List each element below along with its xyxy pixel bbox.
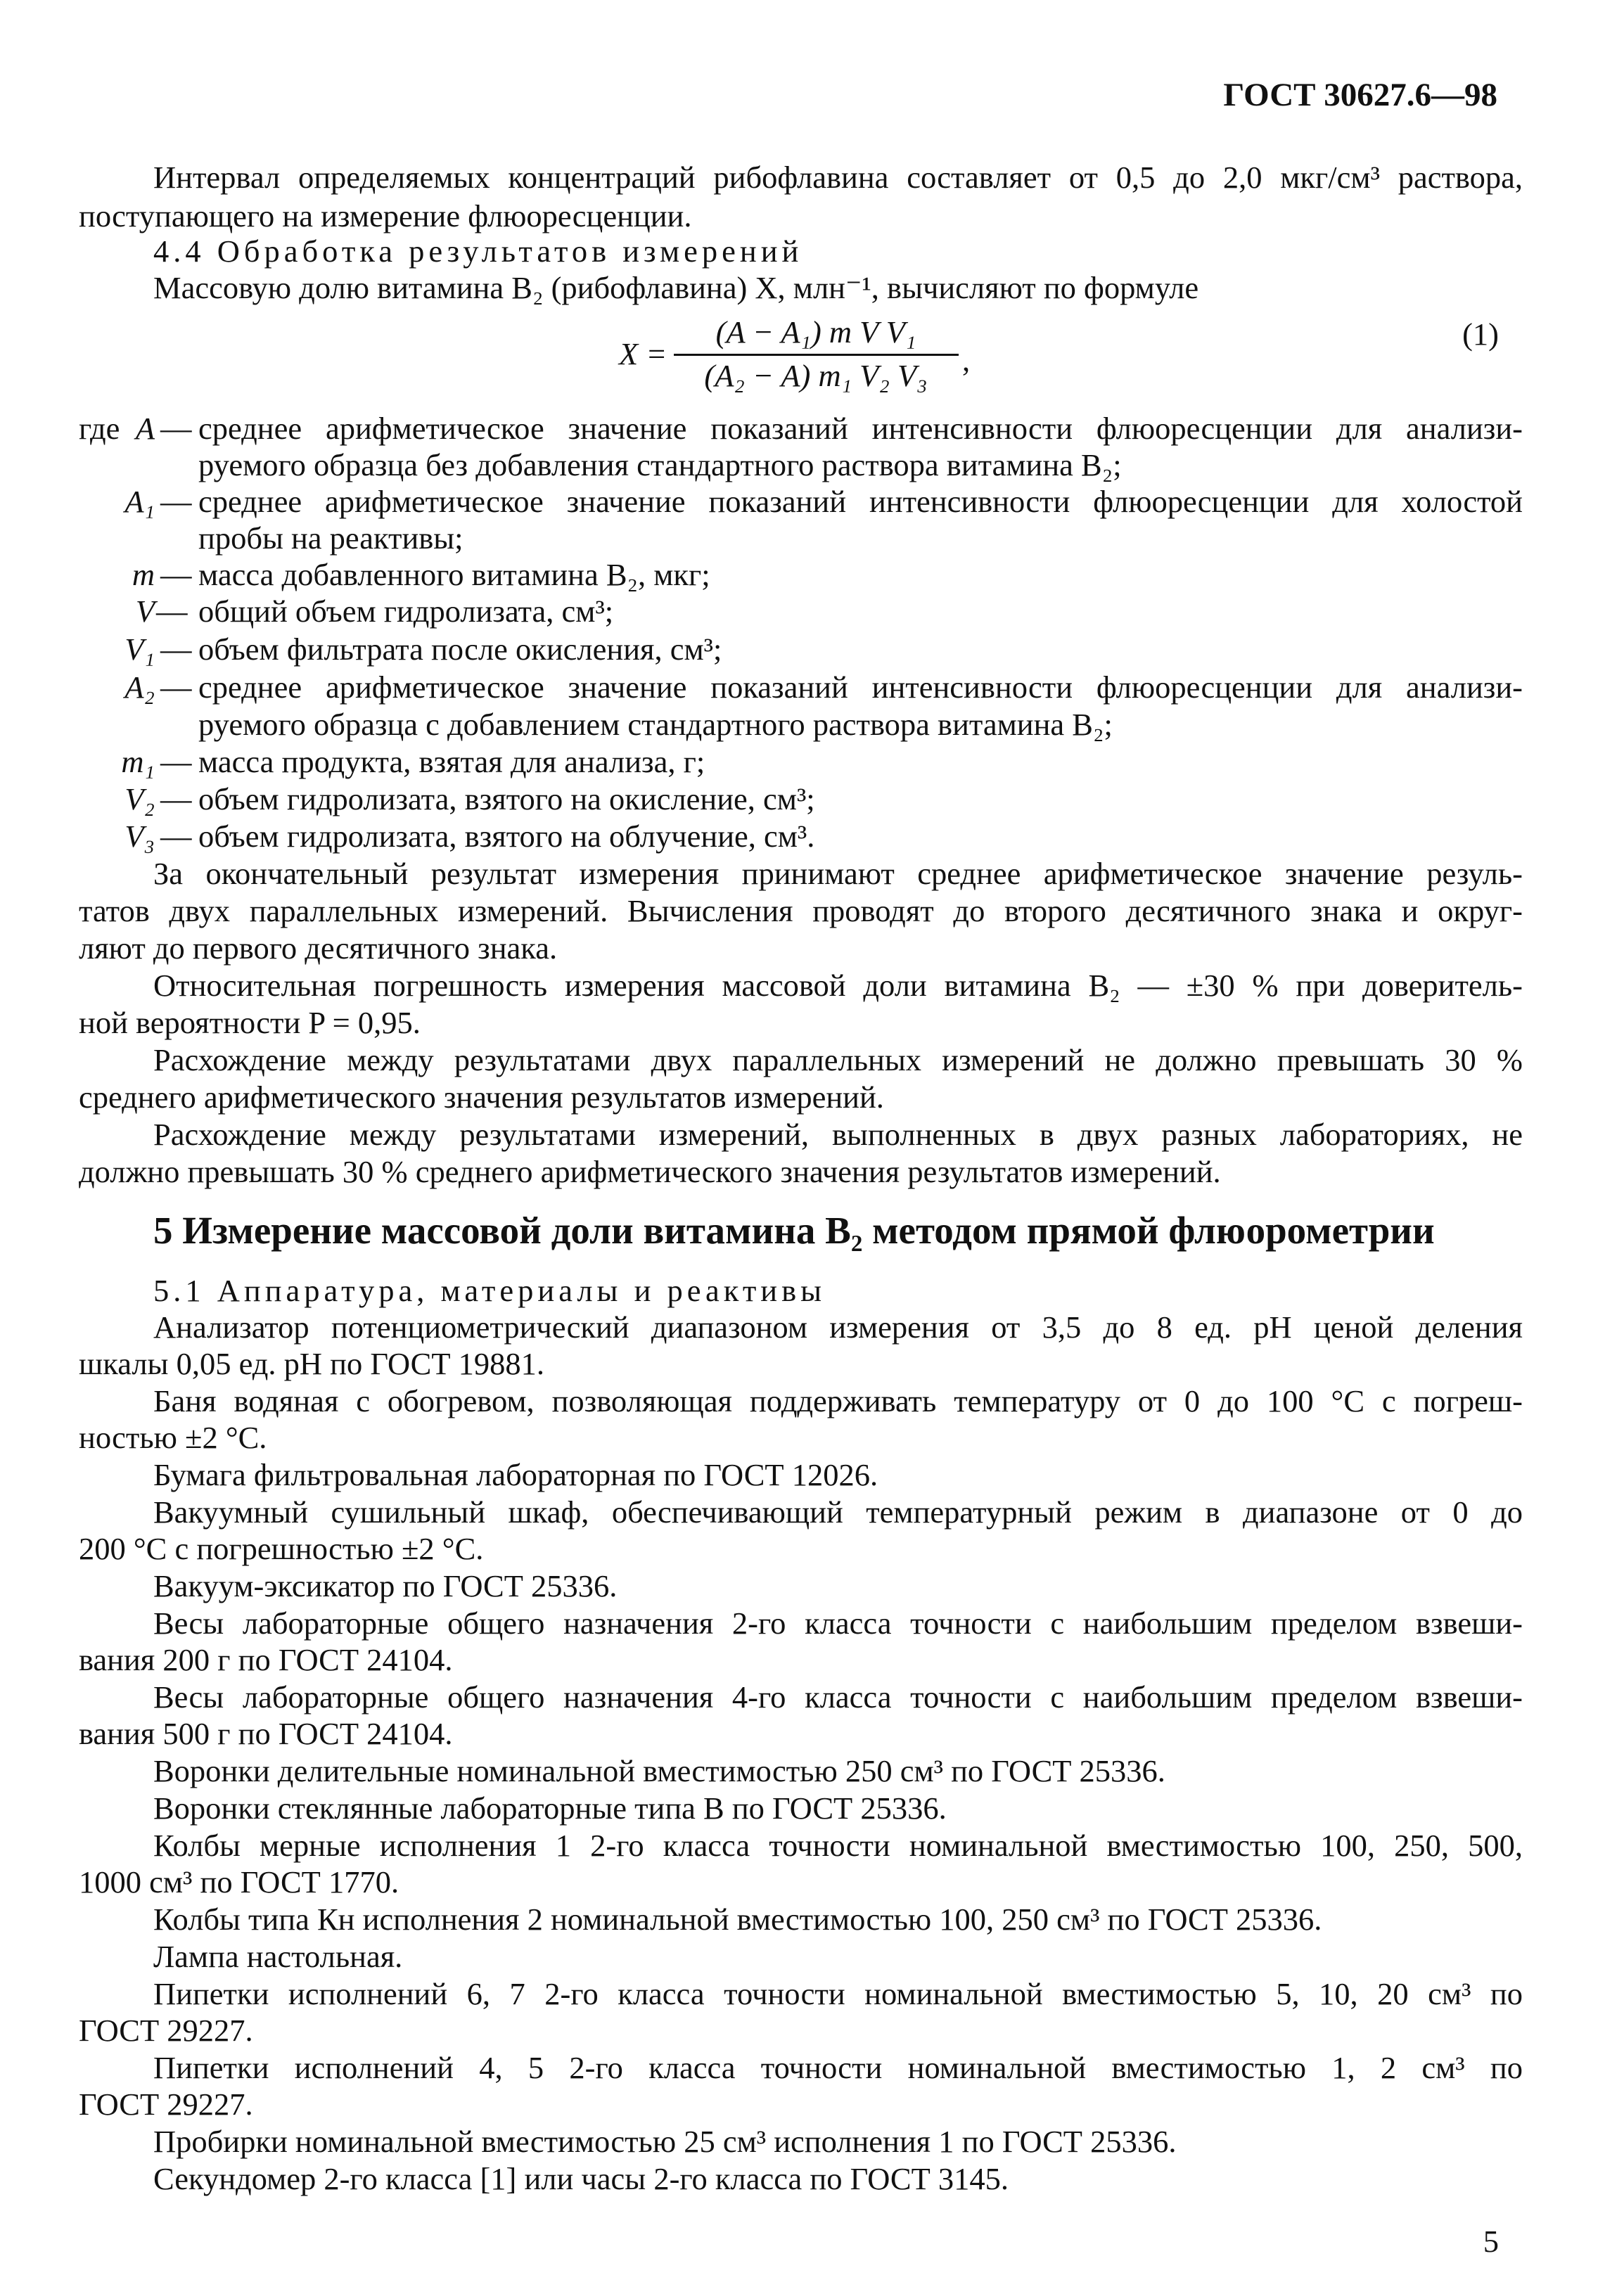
list-item: вания 200 г по ГОСТ 24104. bbox=[79, 1642, 453, 1677]
formula-denominator: (A₂ − A) m₁ V₂ V₃ bbox=[704, 358, 928, 393]
page-number: 5 bbox=[1483, 2224, 1499, 2259]
section-title-5-1: 5.1 Аппаратура, материалы и реактивы bbox=[153, 1273, 826, 1308]
list-item: Пипетки исполнений 4, 5 2-го класса точности номинальной вместимостью 1, 2 см³ по bbox=[153, 2050, 1523, 2085]
paragraph-line: поступающего на измерение флюоресценции. bbox=[79, 198, 692, 233]
list-item: ГОСТ 29227. bbox=[79, 2087, 253, 2122]
legend-text: среднее арифметическое значение показаний интенсивности флюоресценции для холостой bbox=[198, 484, 1523, 519]
legend-dash: — bbox=[160, 557, 192, 592]
list-item: Секундомер 2-го класса [1] или часы 2-го класса по ГОСТ 3145. bbox=[153, 2161, 1009, 2196]
list-item: вания 500 г по ГОСТ 24104. bbox=[79, 1716, 453, 1751]
list-item: ностью ±2 °С. bbox=[79, 1420, 267, 1455]
paragraph-line: Расхождение между результатами измерений, выполненных в двух разных лабораториях, не bbox=[153, 1117, 1523, 1152]
legend-symbol: A bbox=[135, 411, 155, 446]
legend-text: среднее арифметическое значение показаний интенсивности флюоресценции для анализи- bbox=[198, 669, 1523, 705]
paragraph-line: татов двух параллельных измерений. Вычисления проводят до второго десятичного знака и округ- bbox=[79, 893, 1523, 928]
formula-numerator: (A − A₁) m V V₁ bbox=[715, 314, 916, 350]
list-item: шкалы 0,05 ед. pH по ГОСТ 19881. bbox=[79, 1346, 545, 1381]
list-item: Весы лабораторные общего назначения 2-го класса точности с наибольшим пределом взвеши- bbox=[153, 1606, 1523, 1641]
formula-number: (1) bbox=[1462, 316, 1499, 352]
legend-text: среднее арифметическое значение показаний интенсивности флюоресценции для анализи- bbox=[198, 411, 1523, 446]
document-header: ГОСТ 30627.6—98 bbox=[1223, 77, 1497, 113]
list-item: Колбы типа Кн исполнения 2 номинальной вместимостью 100, 250 см³ по ГОСТ 25336. bbox=[153, 1902, 1322, 1937]
legend-text: масса добавленного витамина B₂, мкг; bbox=[198, 557, 710, 592]
legend-dash: — bbox=[160, 819, 192, 854]
legend-symbol: m bbox=[132, 557, 155, 592]
list-item: Весы лабораторные общего назначения 4-го класса точности с наибольшим пределом взвеши- bbox=[153, 1679, 1523, 1715]
legend-dash: — bbox=[156, 594, 188, 629]
list-item: 200 °С с погрешностью ±2 °С. bbox=[79, 1531, 484, 1566]
list-item: Бумага фильтровальная лабораторная по ГОСТ 12026. bbox=[153, 1457, 878, 1492]
list-item: Баня водяная с обогревом, позволяющая поддерживать температуру от 0 до 100 °С с погреш- bbox=[153, 1383, 1523, 1418]
legend-symbol: A₂ bbox=[124, 669, 155, 705]
legend-symbol: A₁ bbox=[124, 484, 155, 519]
section-title-5: 5 Измерение массовой доли витамина B₂ методом прямой флюорометрии bbox=[153, 1209, 1435, 1252]
paragraph-line: Расхождение между результатами двух параллельных измерений не должно превышать 30 % bbox=[153, 1042, 1523, 1077]
legend-text: руемого образца с добавлением стандартного раствора витамина B₂; bbox=[198, 707, 1113, 742]
legend-dash: — bbox=[160, 411, 192, 446]
list-item: Анализатор потенциометрический диапазоном измерения от 3,5 до 8 ед. pH ценой деления bbox=[153, 1309, 1523, 1345]
list-item: Лампа настольная. bbox=[153, 1939, 403, 1974]
legend-text: масса продукта, взятая для анализа, г; bbox=[198, 744, 705, 779]
paragraph-line: ляют до первого десятичного знака. bbox=[79, 930, 558, 966]
legend-dash: — bbox=[160, 669, 192, 705]
formula-fraction-bar bbox=[674, 354, 959, 356]
list-item: Воронки делительные номинальной вместимостью 250 см³ по ГОСТ 25336. bbox=[153, 1753, 1165, 1788]
list-item: Вакуумный сушильный шкаф, обеспечивающий температурный режим в диапазоне от 0 до bbox=[153, 1494, 1523, 1530]
legend-dash: — bbox=[160, 781, 192, 816]
paragraph-line: Интервал определяемых концентраций рибофлавина составляет от 0,5 до 2,0 мкг/см³ раствора, bbox=[153, 160, 1523, 195]
list-item: ГОСТ 29227. bbox=[79, 2013, 253, 2048]
legend-symbol: V bbox=[135, 594, 155, 629]
paragraph-line: За окончательный результат измерения принимают среднее арифметическое значение резуль- bbox=[153, 856, 1523, 891]
legend-text: пробы на реактивы; bbox=[198, 520, 463, 556]
legend-dash: — bbox=[160, 632, 192, 667]
list-item: Пипетки исполнений 6, 7 2-го класса точности номинальной вместимостью 5, 10, 20 см³ по bbox=[153, 1976, 1523, 2011]
list-item: Вакуум-эксикатор по ГОСТ 25336. bbox=[153, 1568, 618, 1603]
legend-symbol: m₁ bbox=[121, 744, 155, 779]
formula-intro: Массовую долю витамина B₂ (рибофлавина) X, млн⁻¹, вычисляют по формуле bbox=[153, 270, 1199, 305]
paragraph-line: ной вероятности P = 0,95. bbox=[79, 1005, 421, 1040]
legend-dash: — bbox=[160, 744, 192, 779]
list-item: Воронки стеклянные лабораторные типа В по ГОСТ 25336. bbox=[153, 1790, 947, 1826]
legend-dash: — bbox=[160, 484, 192, 519]
list-item: Колбы мерные исполнения 1 2-го класса точности номинальной вместимостью 100, 250, 500, bbox=[153, 1828, 1523, 1863]
legend-where: где bbox=[79, 411, 120, 446]
legend-text: объем фильтрата после окисления, см³; bbox=[198, 632, 722, 667]
list-item: Пробирки номинальной вместимостью 25 см³ исполнения 1 по ГОСТ 25336. bbox=[153, 2124, 1177, 2159]
paragraph-line: должно превышать 30 % среднего арифметического значения результатов измерений. bbox=[79, 1154, 1221, 1189]
paragraph-line: Относительная погрешность измерения массовой доли витамина B₂ — ±30 % при доверитель- bbox=[153, 968, 1523, 1003]
legend-text: руемого образца без добавления стандартного раствора витамина B₂; bbox=[198, 447, 1122, 482]
legend-text: объем гидролизата, взятого на облучение, см³. bbox=[198, 819, 815, 854]
section-title-4-4: 4.4 Обработка результатов измерений bbox=[153, 233, 803, 269]
legend-symbol: V₁ bbox=[124, 632, 155, 667]
list-item: 1000 см³ по ГОСТ 1770. bbox=[79, 1864, 399, 1899]
formula-lhs: X = bbox=[619, 336, 667, 371]
paragraph-line: среднего арифметического значения результатов измерений. bbox=[79, 1079, 884, 1115]
legend-text: объем гидролизата, взятого на окисление, см³; bbox=[198, 781, 815, 816]
formula-tail: , bbox=[962, 342, 971, 378]
legend-text: общий объем гидролизата, см³; bbox=[198, 594, 614, 629]
legend-symbol: V₂ bbox=[124, 781, 155, 816]
legend-symbol: V₃ bbox=[124, 819, 155, 854]
